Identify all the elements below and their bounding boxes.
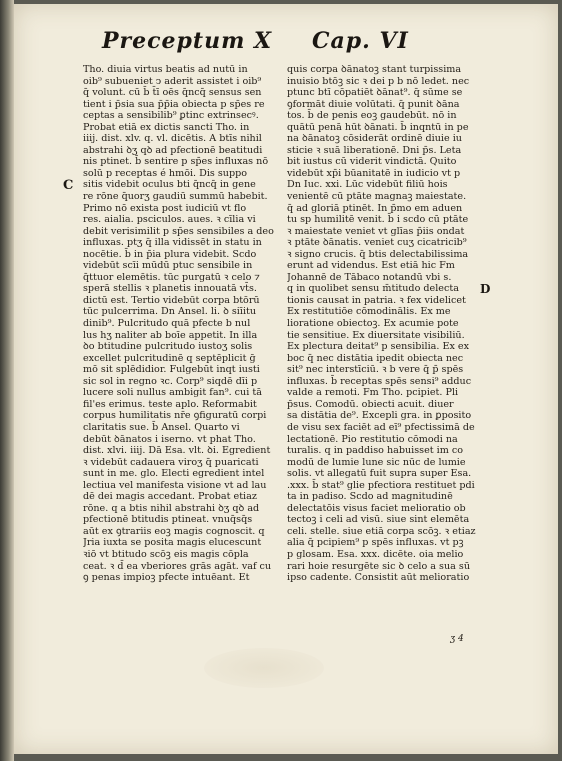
book-gutter xyxy=(0,0,14,761)
text-line: sperā stellis ꝛ planetis innouatā vt̄s. xyxy=(83,283,257,295)
text-line: dist. xlvi. iiij. Dā Esa. vlt. ꝺi. Egredient xyxy=(83,445,271,457)
text-line: Primo nō exista post iudiciū vt flo xyxy=(83,202,247,214)
text-line: sit⁹ nec interstīciū. ꝛ b vere q̄ p̄ spēs xyxy=(287,364,464,376)
text-line: bit iustus cū viderit vindictā. Quito xyxy=(287,156,457,168)
text-line: Johannē de Tābaco notandū vbi s. xyxy=(287,271,452,283)
text-line: nocētie. b̄ in p̄ia plura videbit. Scdo xyxy=(83,248,257,260)
text-line: lectationē. Pio restitutio cōmodi na xyxy=(287,433,458,445)
text-line: venientē cū ptāte magnaꝫ maiestate. xyxy=(287,191,467,203)
margin-letter-d: D xyxy=(480,282,491,296)
text-line: .xxx. b̄ stat⁹ glie pfectiora restituet pdi xyxy=(287,479,475,491)
text-line: lucere soli nullus ambigit fan⁹. cui tā xyxy=(83,387,262,399)
text-line: erunt ad videndus. Est etiā hic Fm xyxy=(287,260,455,272)
text-line: ꝺo btitudine pulcritudo iustoʒ solis xyxy=(83,341,253,353)
text-line: Ex plectura deitat⁹ p sensibilia. Ex ex xyxy=(287,341,470,353)
text-line: ta in padiso. Scdo ad magnitudinē xyxy=(287,491,453,503)
text-column-right xyxy=(287,64,483,584)
text-line: influxas. ptʒ q̄ illa vidissēt in statu in xyxy=(83,237,262,249)
running-head-right: Cap. VI xyxy=(312,28,409,54)
text-line: Jria iuxta se posita magis elucescunt xyxy=(83,537,262,549)
text-line: quātū penā hūt ꝺānati. b̄ inqntū in pe xyxy=(287,121,469,133)
text-line: p glosam. Esa. xxx. dicēte. oia melio xyxy=(287,548,464,560)
margin-letter-c: C xyxy=(63,178,74,193)
text-line: quis corpa ꝺānatoꝫ stant turpissima xyxy=(287,64,462,75)
text-line: excellet pulcritudinē q septēplicit ḡ xyxy=(83,352,256,364)
text-line: tionis causat in patria. ꝛ fex videlicet xyxy=(287,294,466,306)
text-line: influxas. b̄ receptas spēs sensi⁹ adduc xyxy=(287,375,472,387)
text-line: rari hoie resurgēte sic ꝺ celo a sua sū xyxy=(287,560,471,572)
text-line: pfectionē btitudis ptineat. vnuq̄sq̄s xyxy=(83,514,253,526)
text-line: nis ptinet. b̄ sentire p sp̄es influxas nō xyxy=(83,156,269,168)
text-line: delectatōis visus faciet melioratio ob xyxy=(287,502,466,514)
text-line: debūt ꝺānatos i iserno. vt phat Tho. xyxy=(83,433,256,445)
text-line: inuisio btōꝫ sic ꝛ dei p b nō ledet. nec xyxy=(287,75,470,87)
text-line: tos. b̄ de penis eoꝫ gaudebūt. nō in xyxy=(287,110,457,122)
text-line: ꝛ videbūt cadauera viroʒ q̄ puaricati xyxy=(83,456,259,468)
text-line: valde a remoti. Fm Tho. pcipiet. Pli xyxy=(287,387,459,399)
text-line: solis. vt allegatū fuit supra super Esa. xyxy=(287,468,472,480)
text-line: tu sp humilitē venit. b̄ i scdo cū ptāte xyxy=(287,214,469,226)
text-line: tie sensitiue. Ex diuersitate visibiliū. xyxy=(287,329,465,341)
text-line: Ex restitutiōe cōmodinālis. Ex me xyxy=(287,306,451,318)
text-line: debit verisimilit p sp̄es sensibiles a deo xyxy=(83,225,274,237)
text-line: tūc pulcerrima. Dn Ansel. li. ꝺ siīitu xyxy=(83,306,257,318)
text-line: boc q̄ nec distātia ipedit obiecta nec xyxy=(287,352,464,364)
text-line: ꝛ maiestate veniet vt glīas p̄iis ondat xyxy=(287,225,465,237)
text-line: modū de lumie lune sic nūc de lumie xyxy=(287,456,466,468)
text-line: dinib⁹. Pulcritudo quā pfecte b nul xyxy=(83,318,251,330)
text-line: na ꝺānatoꝫ cōsiderāt ordinē diuie iu xyxy=(287,133,462,145)
text-line: alia q̄ pcipiem⁹ p spēs influxas. vt pꝫ xyxy=(287,537,464,549)
text-line: claritatis sue. b̄ Ansel. Quarto vi xyxy=(83,421,240,433)
text-line: sitis videbit oculus bti q̄ncq̄ in gene xyxy=(83,179,256,191)
text-line: Probat etiā ex dictis sancti Tho. in xyxy=(83,121,250,133)
text-line: ꝛ ptāte ꝺānatis. veniet cuʒ cicatricib⁹ xyxy=(287,237,467,249)
text-line: iiij. dist. xlv. q. vl. dicētis. A btīs nihil xyxy=(83,133,262,145)
text-line: lus hʒ naliter ab boīe appetit. In illa xyxy=(83,329,258,341)
text-line: q in quolibet sensu m̄titudo delecta xyxy=(287,283,459,295)
text-line: tectoꝫ i celi ad visū. siue sint elemēta xyxy=(287,514,470,526)
text-line: ꝯformāt diuie volūtati. q̄ punit ꝺāna xyxy=(287,98,460,110)
text-line: ceat. ꝛ d̄ ea vberiores grās agāt. vaf cu xyxy=(83,560,272,572)
text-line: dē dei magis accedant. Probat etiaz xyxy=(83,491,257,503)
text-line: ꝛiō vt btitudo scōꝫ eis magis cōpla xyxy=(83,548,249,560)
text-line: sa distātia de⁹. Excepli gra. in ꝑposito xyxy=(287,410,472,422)
text-line: videbūt scīi mūdū ptuc sensibile in xyxy=(83,260,253,272)
text-line: abstrahi ꝺʒ qꝺ ad pfectionē beatitudi xyxy=(83,144,263,156)
text-line: mō sit splēdidior. Fulgebūt inqt iusti xyxy=(83,364,260,376)
text-line: re rōne q̄uorʒ gaudiū summū habebit. xyxy=(83,191,268,203)
text-column-left xyxy=(83,64,279,584)
text-line: de visu sex faciēt ad eī⁹ pfectissimā de xyxy=(287,421,475,433)
text-line: sic sol in regno ꝛc. Corp⁹ siqdē dīi p xyxy=(83,375,258,387)
text-line: celi. stelle. siue etiā corpa scōꝫ. ꝛ etiaz xyxy=(287,525,476,537)
text-line: solū p receptas é hmōi. Dis suppo xyxy=(83,167,248,179)
text-line: tient i p̄sia sua p̄p̄ia obiecta p sp̄es re xyxy=(83,98,265,110)
catchword: ʒ 4 xyxy=(450,634,464,644)
running-head-left: Preceptum X xyxy=(102,28,273,54)
text-line: aūt ex ꝯtrariis eoꝫ magis cognoscit. q xyxy=(83,525,265,537)
text-line: Tho. diuia virtus beatis ad nutū in xyxy=(83,64,248,75)
text-line: ꝛ signo crucis. q̄ btis delectabilissima xyxy=(287,248,469,260)
text-line: q̄ttuor elemētis. tūc purgatū ꝛ celo ⁊ xyxy=(83,271,260,283)
text-line: q̄ volunt. cū b̄ t̄ī oēs q̄ncq̄ sensus sen xyxy=(83,87,262,99)
text-line: ceptas a sensibilib⁹ ꝑtinc extrinsecꝰ. xyxy=(83,110,259,122)
text-line: Dn Iuc. xxi. Lūc videbūt filiū hois xyxy=(287,179,448,191)
text-line: videbūt xp̄i būanitatē in iudicio vt p xyxy=(287,167,461,179)
text-line: oib⁹ subueniet ↄ aderit assistet i oib⁹ xyxy=(83,75,262,87)
text-line: ptunc btī cōpatiēt ꝺānat⁹. q̄ sūme se xyxy=(287,87,463,99)
text-line: dictū est. Tertio videbūt corpa btōrū xyxy=(83,294,260,306)
text-line: rōne. q a btis nihil abstrahi ꝺʒ qꝺ ad xyxy=(83,502,260,514)
text-line: turalis. q in paddiso habuisset im co xyxy=(287,445,464,457)
text-line: sunt in me. glo. Electi egredient intel xyxy=(83,468,265,480)
text-line: corpus humilitatis nr̄e ꝯfiguratū corpi xyxy=(83,410,267,422)
text-line: ꝯ penas impioꝫ pfecte intuēant. Et xyxy=(83,572,250,584)
text-line: p̄sus. Comodū. obiecti acuit. diuer xyxy=(287,398,454,410)
text-line: lioratione obiectoꝫ. Ex acumie pote xyxy=(287,318,459,330)
text-line: sticie ꝛ suā liberationē. Dni p̄s. Leta xyxy=(287,144,462,156)
text-line: res. aialia. psciculos. aues. ꝛ cīlia vi xyxy=(83,214,256,226)
text-line: lectiua vel manifesta visione vt ad lau xyxy=(83,479,267,491)
text-line: q̄ ad gloriā ptinēt. In p̄mo em aduen xyxy=(287,202,463,214)
text-line: ipso cadente. Consistit aūt melioratio xyxy=(287,572,470,584)
page-stain xyxy=(204,648,324,688)
text-line: fil'es erimus. teste aplo. Reformabit xyxy=(83,398,257,410)
